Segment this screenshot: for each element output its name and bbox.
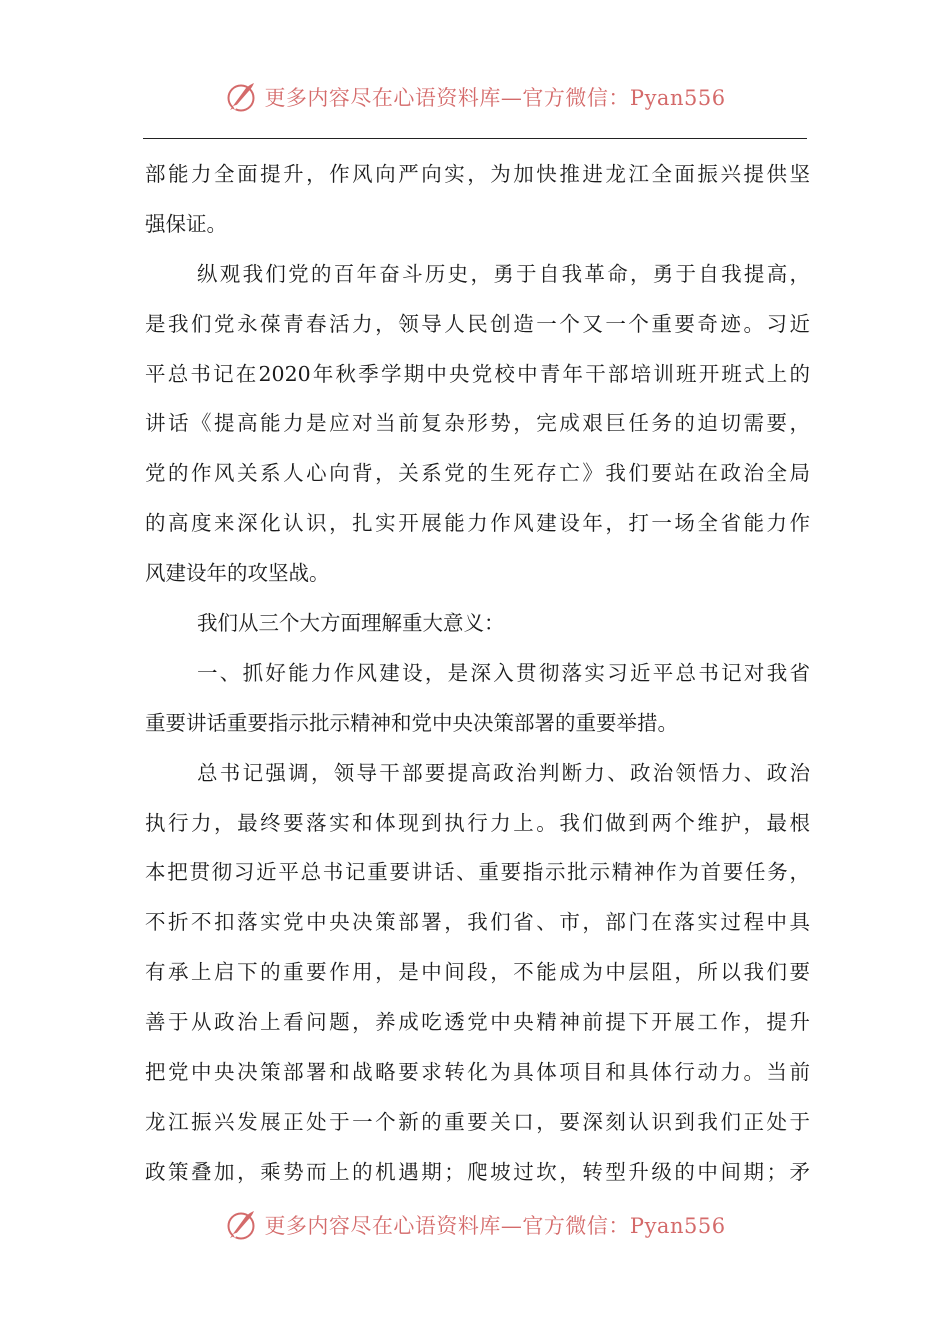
document-body [145, 150, 810, 1198]
text-line: 平总书记在2020年秋季学期中央党校中青年干部培训班开班式上的 [145, 361, 810, 386]
text-line: 善于从政治上看问题，养成吃透党中央精神前提下开展工作，提升 [145, 1010, 810, 1035]
text-line: 纵观我们党的百年奋斗历史，勇于自我革命，勇于自我提高， [197, 261, 810, 286]
text-line: 讲话《提高能力是应对当前复杂形势，完成艰巨任务的迫切需要， [145, 411, 810, 436]
text-line: 把党中央决策部署和战略要求转化为具体项目和具体行动力。当前 [145, 1060, 810, 1085]
text-line: 执行力，最终要落实和体现到执行力上。我们做到两个维护，最根 [145, 810, 810, 835]
header-divider [143, 138, 807, 139]
text-line: 党的作风关系人心向背，关系党的生死存亡》我们要站在政治全局 [145, 461, 810, 486]
banner-text: 更多内容尽在心语资料库—官方微信：Pyan556 [264, 1214, 726, 1238]
text-line: 强保证。 [145, 211, 227, 236]
text-line: 本把贯彻习近平总书记重要讲话、重要指示批示精神作为首要任务， [145, 860, 810, 885]
text-line: 的高度来深化认识，扎实开展能力作风建设年，打一场全省能力作 [145, 511, 810, 536]
footer-banner [0, 1208, 950, 1242]
text-line: 一、抓好能力作风建设，是深入贯彻落实习近平总书记对我省 [197, 660, 810, 685]
text-line: 是我们党永葆青春活力，领导人民创造一个又一个重要奇迹。习近 [145, 311, 810, 336]
text-line: 龙江振兴发展正处于一个新的重要关口，要深刻认识到我们正处于 [145, 1109, 810, 1134]
text-line: 不折不扣落实党中央决策部署，我们省、市，部门在落实过程中具 [145, 910, 810, 935]
text-line: 总书记强调，领导干部要提高政治判断力、政治领悟力、政治 [197, 760, 810, 785]
text-line: 我们从三个大方面理解重大意义： [197, 611, 505, 636]
text-line: 有承上启下的重要作用，是中间段，不能成为中层阻，所以我们要 [145, 960, 810, 985]
banner-text: 更多内容尽在心语资料库—官方微信：Pyan556 [264, 86, 726, 110]
header-banner [0, 80, 950, 114]
text-line: 重要讲话重要指示批示精神和党中央决策部署的重要举措。 [145, 710, 678, 735]
quill-logo-icon [224, 80, 258, 114]
text-line: 风建设年的攻坚战。 [145, 561, 330, 586]
text-line: 政策叠加，乘势而上的机遇期；爬坡过坎，转型升级的中间期；矛 [145, 1159, 810, 1184]
quill-logo-icon [224, 1208, 258, 1242]
text-line: 部能力全面提升，作风向严向实，为加快推进龙江全面振兴提供坚 [145, 162, 810, 186]
